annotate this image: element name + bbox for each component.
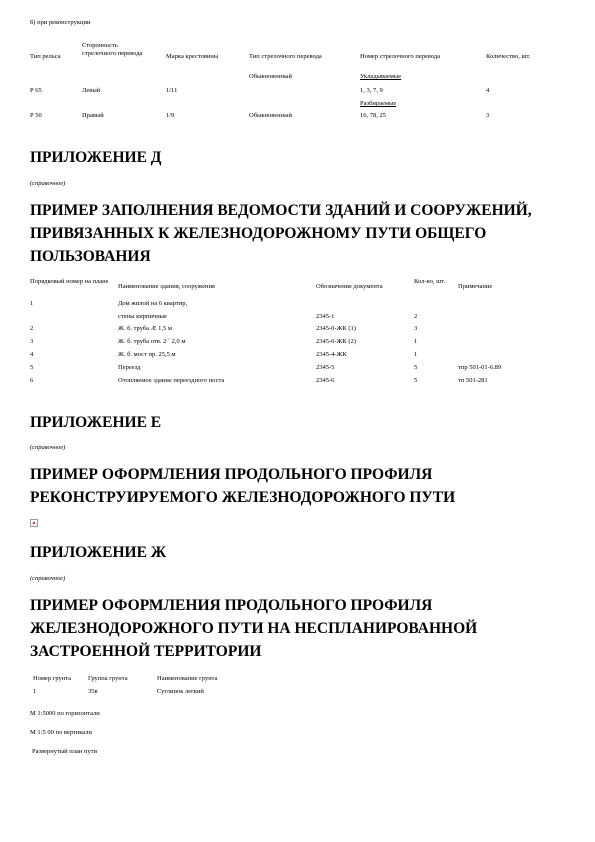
th-soil-num: Номер грунта — [33, 675, 72, 682]
row1-switch-number: 1, 3, 7, 9 — [360, 87, 383, 94]
group1-label: Укладываемые — [360, 73, 402, 80]
table-row-qty: 2 — [414, 313, 418, 320]
th-doc: Обозначение документа — [316, 283, 383, 290]
th-note: Примечание — [458, 283, 493, 290]
broken-image-icon — [30, 519, 38, 527]
table-row-note: тп 501-281 — [458, 377, 488, 384]
group1-switch-type: Обыкновенный — [249, 73, 292, 80]
table-row-name: стены кирпичные — [118, 313, 167, 320]
appendix-d-note: (справочное) — [30, 180, 66, 187]
table-row-doc: 2345-6 — [316, 377, 335, 384]
soil-row-num: 1 — [33, 688, 37, 695]
section-b-heading: б) при реконструкции — [30, 19, 91, 26]
th-soil-group: Группа грунта — [88, 675, 128, 682]
table-row-doc: 2345-1 — [316, 313, 335, 320]
row2-quantity: 3 — [486, 112, 490, 119]
th-soil-name: Наименование грунта — [157, 675, 218, 682]
th-qty: Кол-во, шт. — [414, 278, 446, 285]
table-row-doc: 2345-0-ЖК (1) — [316, 325, 356, 332]
row2-switch-number: 16, 78, 25 — [360, 112, 386, 119]
row1-cross-mark: 1/11 — [166, 87, 178, 94]
table-row-name: Отопляемое здание переездного поста — [118, 377, 225, 384]
th-switch-type: Тип стрелочного перевода — [249, 53, 322, 60]
table-row-num: 3 — [30, 338, 34, 345]
th-quantity: Количество, шт. — [486, 53, 531, 60]
appendix-e-title: ПРИЛОЖЕНИЕ Е — [30, 414, 162, 431]
table-row-doc: 2345-0-ЖК (2) — [316, 338, 356, 345]
table-row-name: Ж. б. труба Æ 1,5 м — [118, 325, 172, 332]
table-row-num: 4 — [30, 351, 34, 358]
table-row-qty: 5 — [414, 377, 418, 384]
appendix-d-title: ПРИЛОЖЕНИЕ Д — [30, 149, 162, 166]
row2-side: Правый — [82, 112, 104, 119]
th-side: Сторонность стрелочного перевода — [82, 42, 143, 57]
row1-rail-type: Р 65 — [30, 87, 42, 94]
row1-side: Левый — [82, 87, 101, 94]
table-row-qty: 1 — [414, 351, 418, 358]
table-row-qty: 3 — [414, 325, 418, 332]
table-row-name: Ж. б. труба отв. 2 ´ 2,0 м — [118, 338, 186, 345]
th-num: Порядковый номер на плане — [30, 278, 109, 285]
th-cross-mark: Марка крестовины — [166, 53, 219, 60]
table-row-num: 6 — [30, 377, 34, 384]
th-name: Наименование здания, сооружения — [118, 283, 215, 290]
table-row-doc: 2345-5 — [316, 364, 335, 371]
th-switch-number: Номер стрелочного перевода — [360, 53, 441, 60]
group2-label: Разбираемые — [360, 100, 397, 107]
table-row-num: 2 — [30, 325, 34, 332]
row2-switch-type: Обыкновенный — [249, 112, 292, 119]
table-row-qty: 5 — [414, 364, 418, 371]
table-row-num: 5 — [30, 364, 34, 371]
appendix-zh-note: (справочное) — [30, 575, 66, 582]
table-row-name: Дом жилой на 6 квартир, — [118, 300, 188, 307]
table-row-name: Ж. б. мост пр. 25,5 м — [118, 351, 176, 358]
soil-row-name: Суглинок легкий — [157, 688, 204, 695]
appendix-zh-heading: ПРИМЕР ОФОРМЛЕНИЯ ПРОДОЛЬНОГО ПРОФИЛЯ ЖЕЛЕЗНОДОРОЖНОГО ПУТИ НА НЕСПЛАНИРОВАННОЙ ЗАСТРОЕННОЙ ТЕРРИТОРИИ — [30, 597, 478, 660]
th-rail-type: Тип рельса — [30, 53, 61, 60]
table-row-num: 1 — [30, 300, 34, 307]
appendix-e-note: (справочное) — [30, 444, 66, 451]
table-row-doc: 2345-4-ЖК — [316, 351, 347, 358]
table-row-qty: 1 — [414, 338, 418, 345]
appendix-e-heading: ПРИМЕР ОФОРМЛЕНИЯ ПРОДОЛЬНОГО ПРОФИЛЯ РЕКОНСТРУИРУЕМОГО ЖЕЛЕЗНОДОРОЖНОГО ПУТИ — [30, 466, 456, 506]
row2-rail-type: Р 50 — [30, 112, 42, 119]
scale-vertical: М 1:5 00 по вертикали — [30, 729, 92, 736]
table-row-note: тпр 501-01-6.89 — [458, 364, 502, 371]
appendix-d-heading: ПРИМЕР ЗАПОЛНЕНИЯ ВЕДОМОСТИ ЗДАНИЙ И СООРУЖЕНИЙ, ПРИВЯЗАННЫХ К ЖЕЛЕЗНОДОРОЖНОМУ ПУТИ ОБЩЕГО ПОЛЬЗОВАНИЯ — [30, 202, 532, 265]
plan-label: Развернутый план пути — [32, 748, 98, 755]
row1-quantity: 4 — [486, 87, 490, 94]
soil-row-group: 35в — [88, 688, 98, 695]
scale-horizontal: М 1:5000 по горизонтали — [30, 710, 100, 717]
row2-cross-mark: 1/9 — [166, 112, 175, 119]
appendix-zh-title: ПРИЛОЖЕНИЕ Ж — [30, 544, 167, 561]
table-row-name: Переезд — [118, 364, 141, 371]
